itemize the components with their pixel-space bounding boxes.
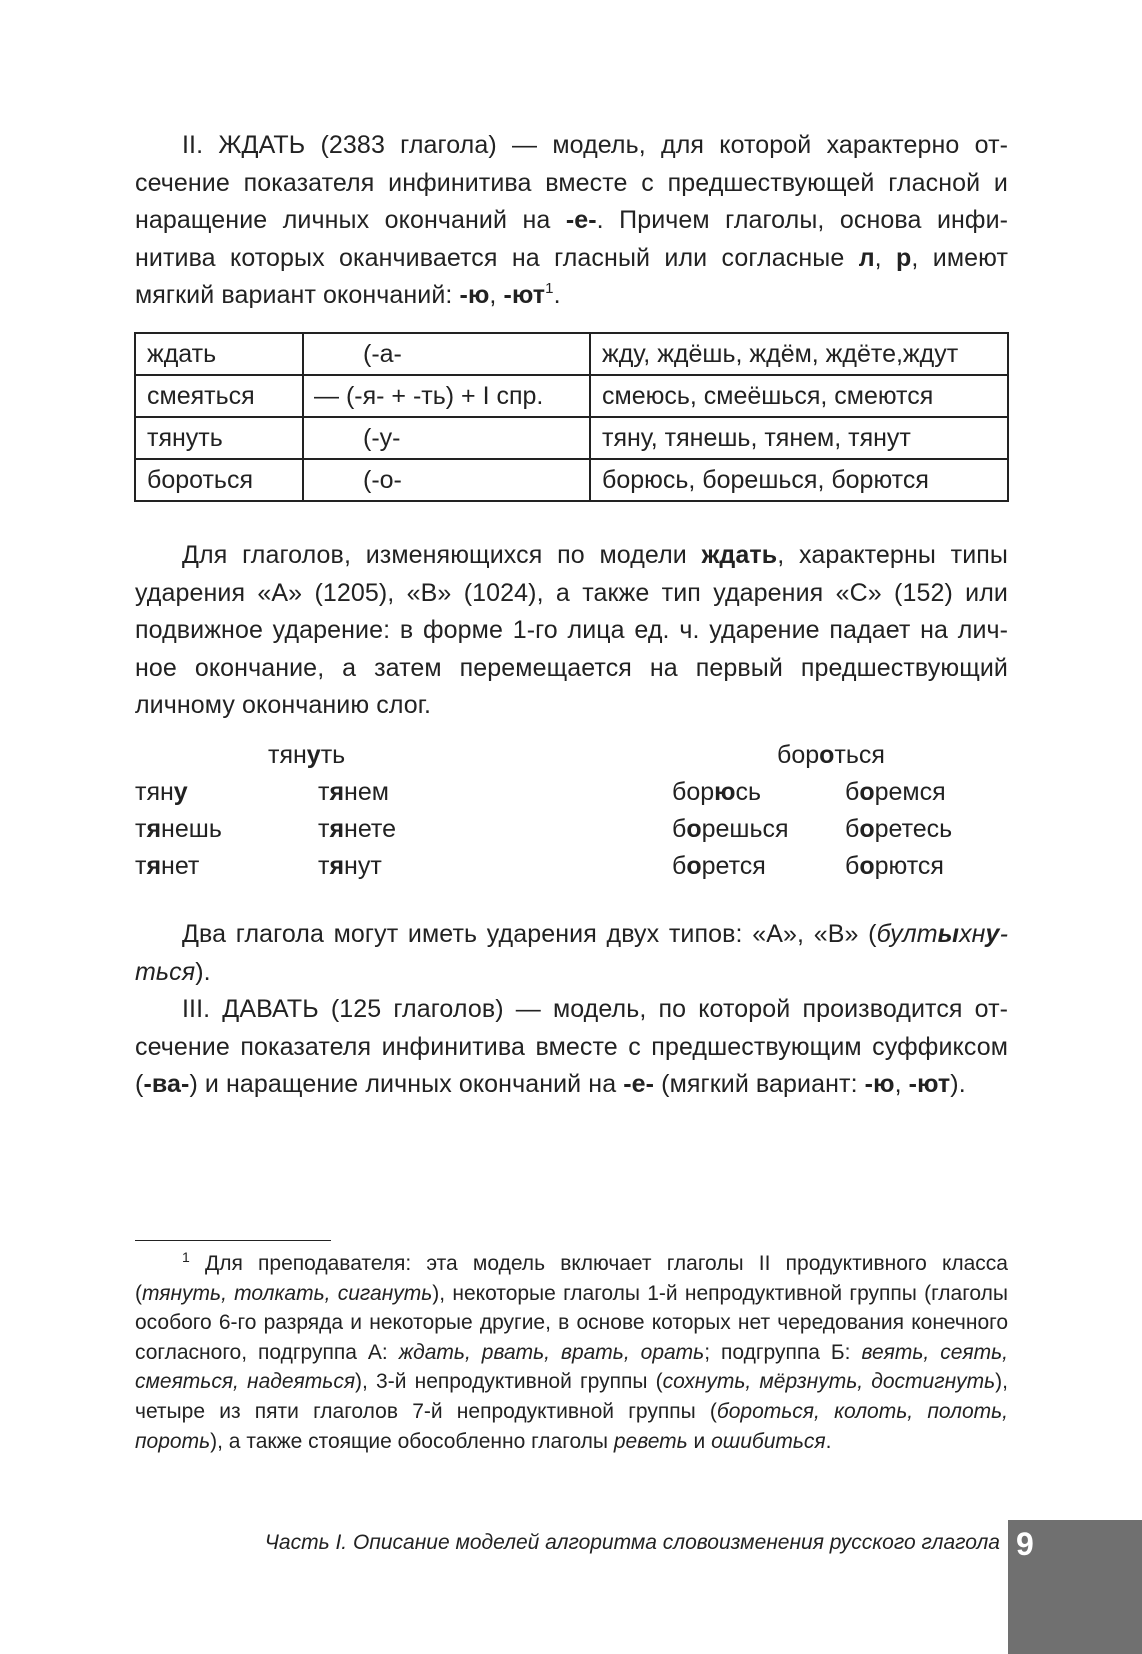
verb-cell: бороться [135,459,303,501]
bold-text: л [858,243,875,272]
forms-cell: жду, ждёшь, ждём, ждёте,ждут [590,333,1008,375]
paradigm-form: борются [845,852,944,880]
text: ) и наращение личных окончаний на [189,1070,624,1098]
bold-text: -ю [864,1070,895,1098]
text: , имеют мягкий вариант окончаний: [135,243,1008,309]
text: ). [950,1070,966,1098]
text: (мягкий вариант: [654,1070,865,1098]
text: , [874,243,897,272]
paradigm-form: тянет [135,852,200,880]
page-number-tab [1008,1520,1142,1654]
paradigm-form: борюсь [672,778,762,806]
model-text: — (-я- + -ть) + I спр. [314,382,544,410]
paradigm-form: тянут [318,852,382,880]
forms-cell: тяну, тянешь, тянем, тянут [590,417,1008,459]
model-text: (-а- [363,340,402,368]
model-table [134,332,1009,502]
model-cell [303,459,590,501]
bold-text: -ва- [143,1070,190,1098]
paradigm-form: тяну [135,778,188,806]
bold-text: -ю [459,281,490,309]
paradigm-title-borotsya: бороться [777,741,885,769]
paradigm-form: тянете [318,815,396,843]
verb-cell: смеяться [135,375,303,417]
paragraph-model-davat [135,991,1008,1104]
paragraph-stress-types [135,537,1008,725]
running-title: Часть I. Описание моделей алгоритма словоизменения русского глагола [264,1531,1000,1554]
paradigm-form: тянешь [135,815,222,843]
model-text: (-у- [363,424,401,452]
text: III. ДАВАТЬ (125 глаголов) — модель, по которой производится отсечение показателя инфинитива вместе с предшествующим суффиксом ( [135,995,1008,1098]
footnote-ref: 1 [545,280,554,297]
footnote-number: 1 [182,1249,190,1265]
table-row [135,375,1008,417]
table-row [135,459,1008,501]
bold-text: -е- [623,1070,655,1098]
model-cell [303,375,590,417]
bold-text: -е- [565,206,597,234]
text: . [553,281,561,309]
model-cell [303,417,590,459]
bold-text: р [896,243,912,272]
paragraph-model-zhdat [135,127,1008,315]
page-number: 9 [1016,1526,1034,1562]
text: II. ЖДАТЬ (2383 глагола) — модель, для которой характерно отсечение показателя инфинитива вместе с предшествующей гласной и наращение личных окончаний на [135,131,1008,234]
table-row [135,333,1008,375]
paragraph-two-verbs [135,916,1008,991]
paradigm-form: борется [672,852,766,880]
paradigm-form: тянем [318,778,389,806]
text: , [894,1070,909,1098]
italic-text: бултыхну-ться [135,920,1008,986]
bold-text: ждать [701,541,778,569]
paradigm-form: боретесь [845,815,953,843]
text: , характерны типы ударения «А» (1205), «В» (1024), а также тип ударения «С» (152) или подвижное ударение: в форме 1-го лица ед. ч. ударение падает на личное окончание, а затем перемещается на первый предшествующий личному окончанию слог. [135,541,1008,719]
text: Для глаголов, изменяющихся по модели [182,541,702,569]
table-row [135,417,1008,459]
text: ). [195,957,211,986]
forms-cell: борюсь, борешься, борются [590,459,1008,501]
text: Два глагола могут иметь ударения двух типов: «А», «В» ( [182,920,877,948]
bold-text: -ют [908,1070,951,1098]
footnote: $^1$ Для преподавателя: эта модель включает глаголы II продуктивного класса (тянуть, толкать, сигануть), некоторые глаголы 1-й непродуктивной группы (глаголы особого 6-го разряда и некоторые другие, в основе которых нет чередования конечного согласного, подгруппа А: ждать, рвать, врать, орать; подгруппа Б: веять, сеять, смеяться, надеяться), 3-й непродуктивной группы (сохнуть, мёрзнуть, достигнуть), четыре из пяти глаголов 7-й непродуктивной группы (бороться, колоть, полоть, пороть), а также стоящие обособленно глаголы реветь и ошибиться. [135,1249,1009,1453]
text: . Причем глаголы, основа инфинитива которых оканчивается на гласный или согласные [135,206,1008,272]
verb-cell: ждать [135,333,303,375]
model-text: (-о- [363,466,402,494]
paradigm-title-tyanut: тянуть [268,741,346,769]
paradigm-form: борешься [672,815,789,843]
footnote-divider [135,1240,331,1241]
forms-cell: смеюсь, смеёшься, смеются [590,375,1008,417]
stress-paradigms [0,740,1142,890]
paradigm-form: боремся [845,778,946,806]
text: , [489,281,504,309]
model-cell [303,333,590,375]
verb-cell: тянуть [135,417,303,459]
bold-text: -ют [503,281,546,309]
